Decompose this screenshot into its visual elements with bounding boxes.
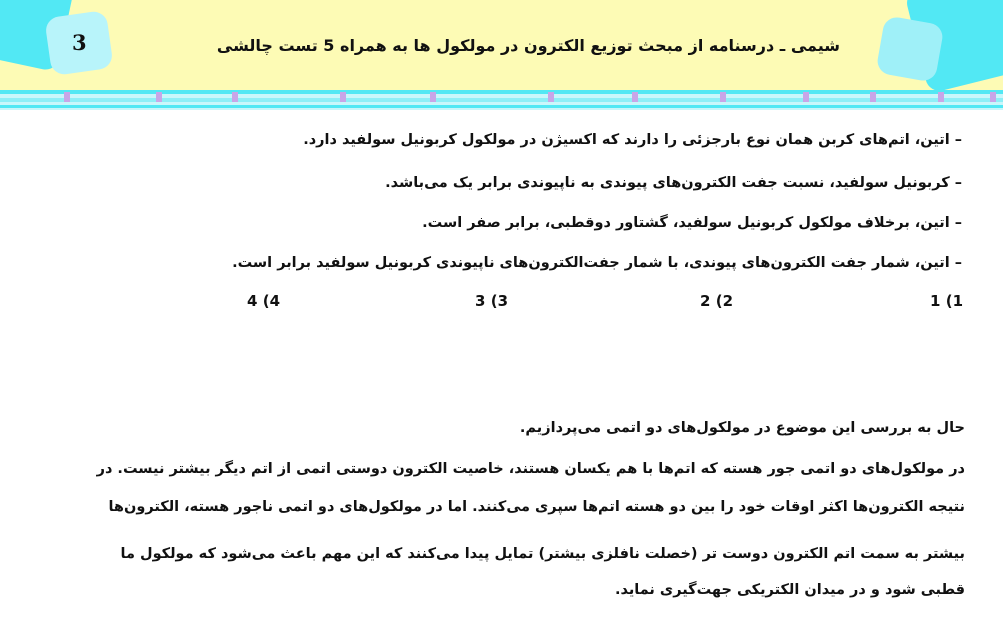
statement-4: – اتین، شمار جفت الکترون‌های پیوندی، با شمار جفت‌الکترون‌های ناپیوندی کربونیل سولفید برابر است. [232, 255, 962, 271]
choice-3[interactable]: 3) 3 [475, 292, 508, 310]
choice-4[interactable]: 4) 4 [247, 292, 280, 310]
statement-2: – کربونیل سولفید، نسبت جفت الکترون‌های پیوندی به ناپیوندی برابر یک می‌باشد. [385, 175, 962, 191]
lesson-heading: حال به بررسی این موضوع در مولکول‌های دو اتمی می‌پردازیم. [519, 420, 965, 436]
lesson-line-1: در مولکول‌های دو اتمی جور هسته که اتم‌ها با هم یکسان هستند، خاصیت الکترون دوستی اتمی از اتم دیگر بیشتر نیست. در [96, 461, 965, 477]
decor-shape-right-small [875, 15, 944, 83]
choice-2[interactable]: 2) 2 [700, 292, 733, 310]
lesson-line-4: قطبی شود و در میدان الکتریکی جهت‌گیری نماید. [614, 582, 965, 598]
lesson-line-3: بیشتر به سمت اتم الکترون دوست تر (خصلت نافلزی بیشتر) تمایل پیدا می‌کنند که این مهم باعث می‌شود که مولکول ما [120, 546, 965, 562]
statement-1: – اتین، اتم‌های کربن همان نوع بارجزئی را دارند که اکسیژن در مولکول کربونیل سولفید دارد. [303, 132, 962, 148]
answer-choices [243, 292, 963, 316]
choice-1[interactable]: 1) 1 [930, 292, 963, 310]
statement-3: – اتین، برخلاف مولکول کربونیل سولفید، گشتاور دوقطبی، برابر صفر است. [422, 215, 962, 231]
page-title: شیمی ـ درسنامه از مبحث توزیع الکترون در مولکول ها به همراه 5 تست چالشی [216, 36, 840, 55]
page-header [0, 0, 1003, 90]
header-stripe [0, 90, 1003, 110]
lesson-line-2: نتیجه الکترون‌ها اکثر اوقات خود را بین دو هسته اتم‌ها سپری می‌کنند. اما در مولکول‌های دو اتمی ناجور هسته، الکترون‌ها [108, 499, 965, 515]
page-number: 3 [72, 30, 87, 55]
